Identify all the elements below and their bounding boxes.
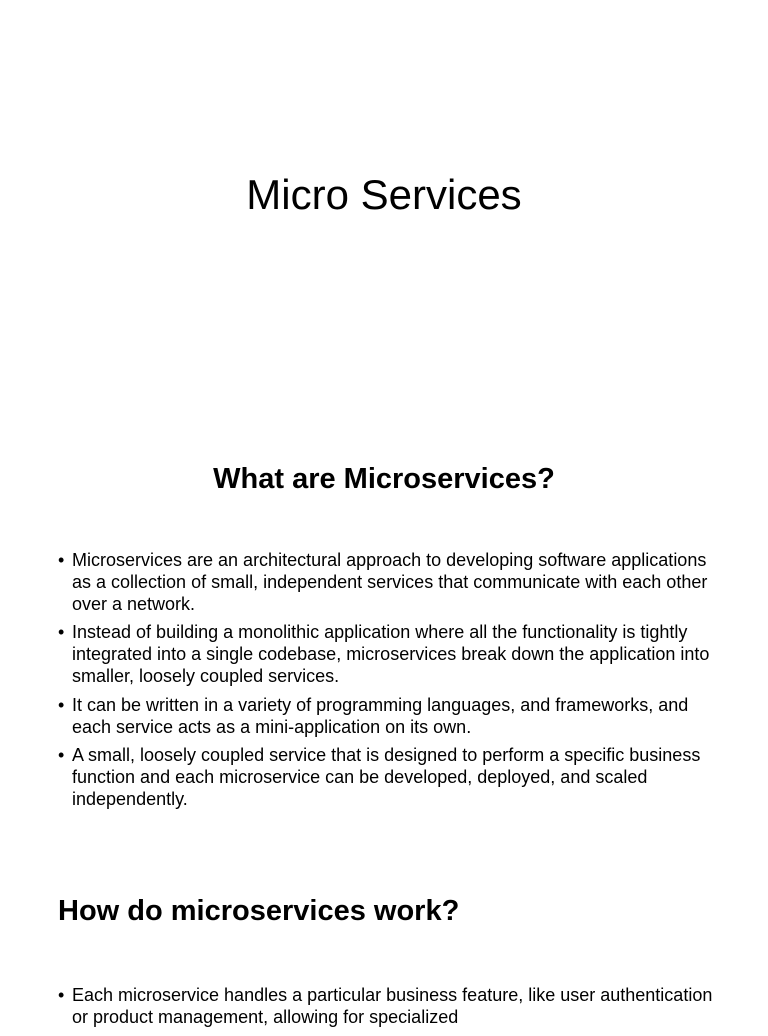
list-item-text: A small, loosely coupled service that is designed to perform a specific business function and each microservice can be developed, deployed, and scaled independently. [72, 745, 701, 809]
bullet-icon: • [58, 550, 65, 570]
list-item-text: Each microservice handles a particular business feature, like user authentication or product management, allowing for specialized [72, 985, 713, 1027]
list-item [58, 985, 728, 1029]
bullet-icon: • [58, 985, 65, 1005]
bullet-icon: • [58, 745, 65, 766]
list-item [58, 695, 728, 739]
bullet-list-what-are-microservices [58, 550, 728, 818]
section-heading-what-are-microservices: What are Microservices? [213, 463, 555, 495]
bullet-list-how-do-microservices-work [58, 985, 728, 1036]
list-item-text: Instead of building a monolithic application where all the functionality is tightly integrated into a single codebase, microservices break down the application into smaller, loosely coupled services. [72, 622, 710, 686]
list-item-text: It can be written in a variety of programming languages, and frameworks, and each service acts as a mini-application on its own. [72, 694, 689, 737]
slide-title: Micro Services [246, 171, 522, 218]
bullet-icon: • [58, 622, 65, 643]
bullet-icon: • [58, 694, 65, 715]
list-item [58, 550, 728, 615]
section-heading-how-do-microservices-work: How do microservices work? [58, 895, 460, 927]
list-item-text: Microservices are an architectural approach to developing software applications as a collection of small, independent services that communicate with each other over a network. [72, 550, 708, 614]
list-item [58, 745, 728, 810]
list-item [58, 622, 728, 687]
